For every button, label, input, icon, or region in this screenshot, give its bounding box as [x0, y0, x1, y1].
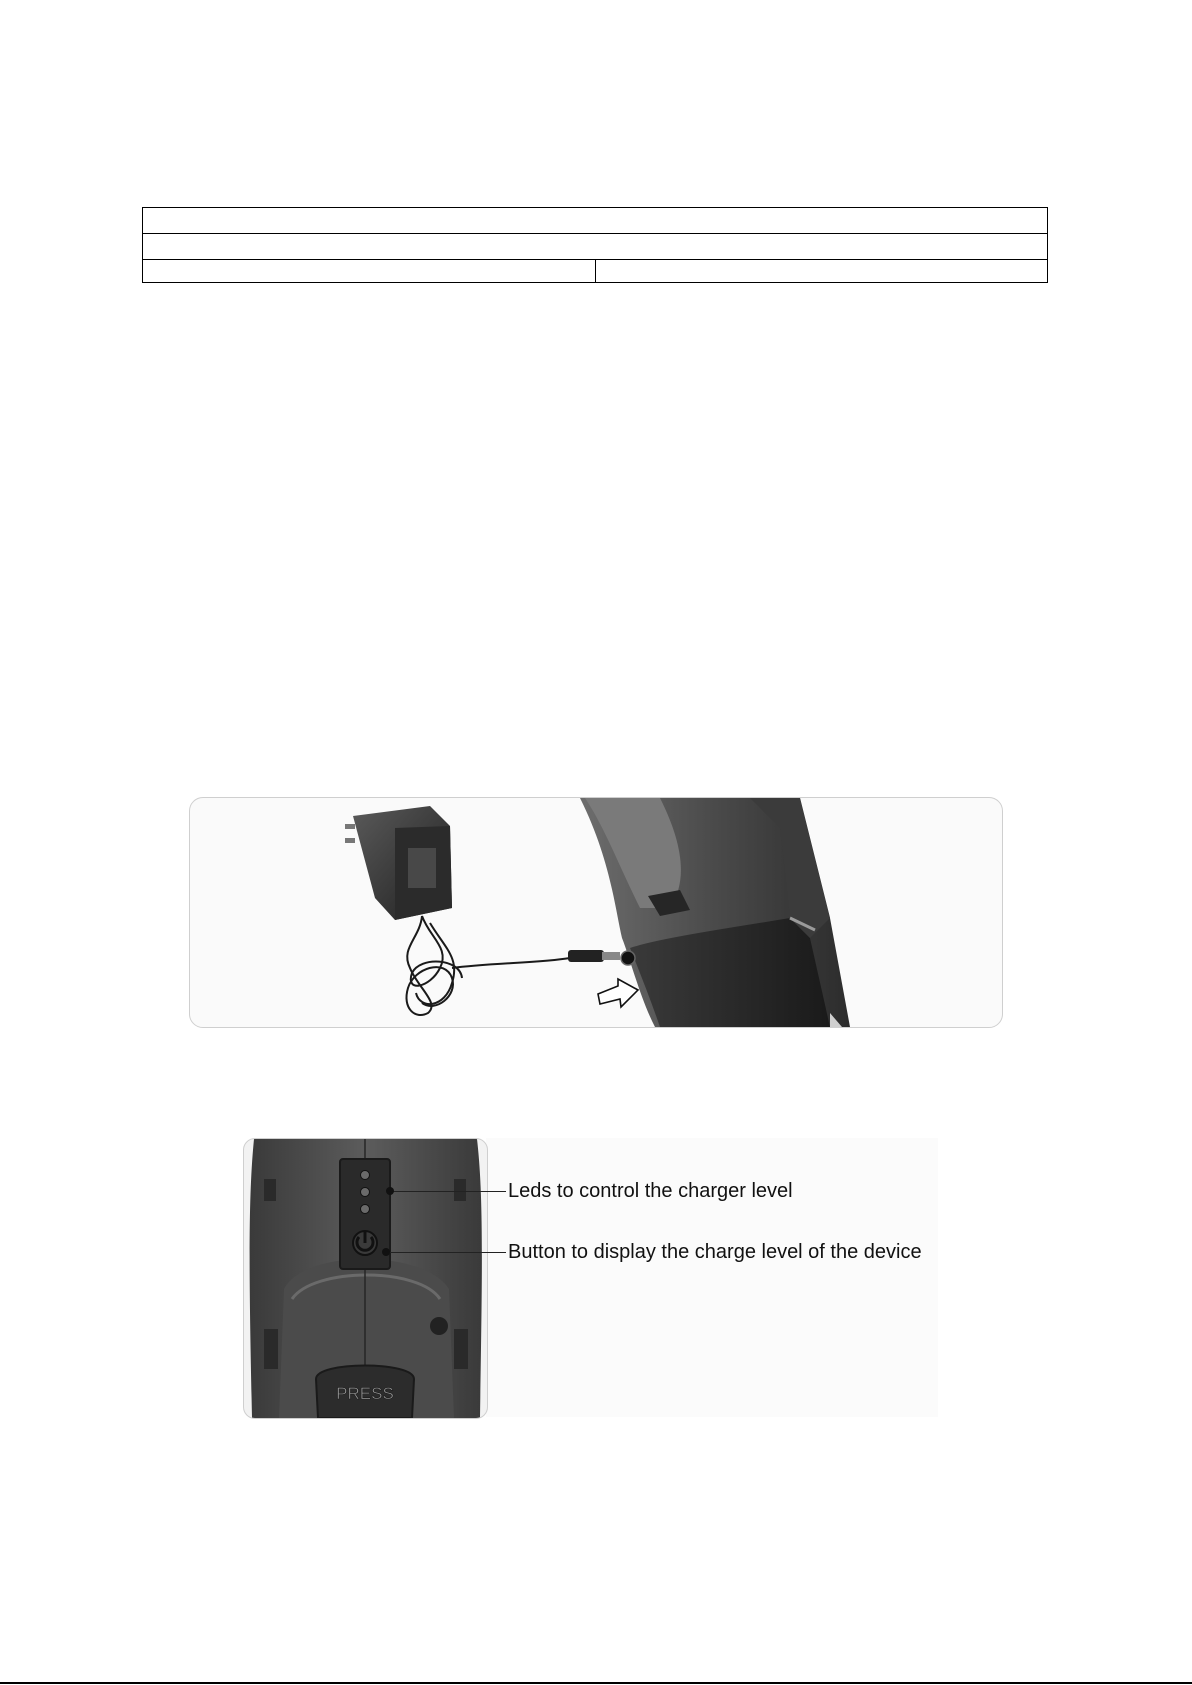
header-table-cell-divider [595, 259, 596, 282]
callout-leds-label: Leds to control the charger level [508, 1180, 793, 1202]
charger-cable-icon [406, 916, 570, 1015]
charger-connection-figure [189, 797, 1003, 1028]
press-button-label: PRESS [336, 1384, 394, 1403]
header-table-row-1 [143, 208, 1047, 234]
callout-leader-button [386, 1252, 506, 1253]
charge-led-icon [361, 1171, 370, 1180]
header-table-row-2 [143, 233, 1047, 260]
dc-plug-icon [568, 950, 620, 962]
insert-arrow-icon [598, 979, 638, 1007]
power-adapter-icon [345, 806, 452, 920]
header-table [142, 207, 1048, 283]
callout-dot-button [382, 1248, 390, 1256]
callout-dot-leds [386, 1187, 394, 1195]
charge-level-button-icon [353, 1231, 377, 1255]
tool-top-view-illustration [244, 1139, 487, 1418]
charge-indicator-figure [243, 1138, 488, 1419]
callout-leader-leds [390, 1191, 506, 1192]
charge-led-icon [361, 1188, 370, 1197]
press-button [316, 1366, 414, 1419]
callout-button-label: Button to display the charge level of the device [508, 1241, 922, 1263]
page-footer-rule [0, 1682, 1192, 1684]
charge-led-icon [361, 1205, 370, 1214]
charger-connection-illustration [190, 798, 1002, 1027]
